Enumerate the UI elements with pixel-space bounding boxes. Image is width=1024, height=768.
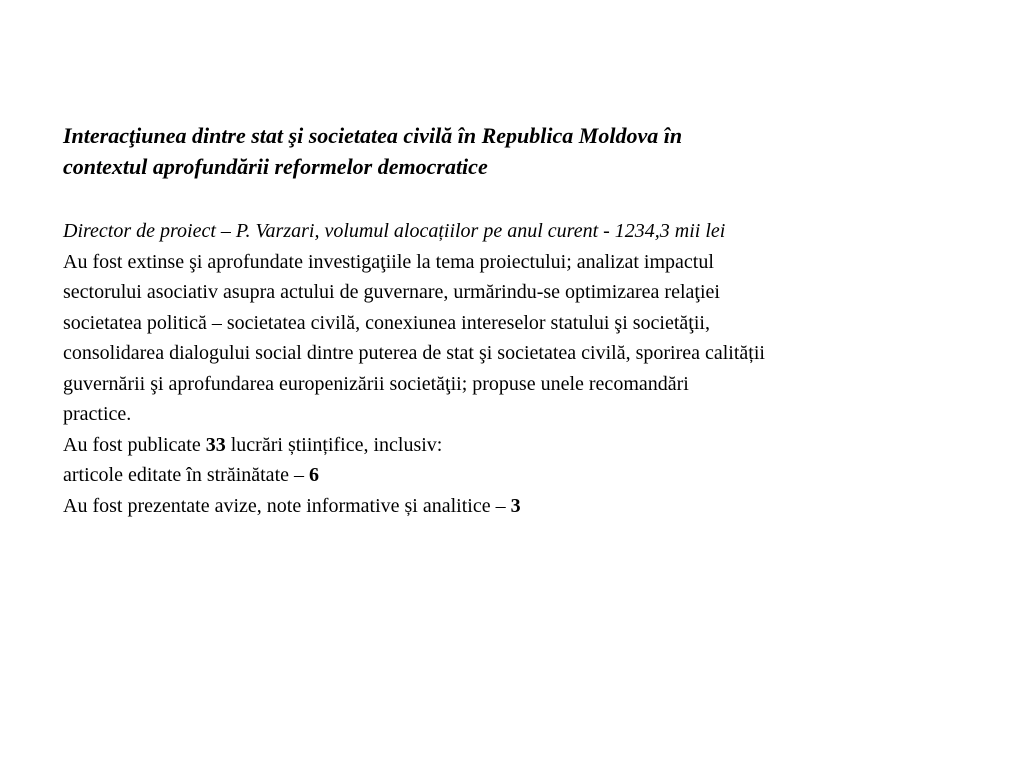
publications-suffix: lucrări științifice, inclusiv: — [225, 433, 443, 456]
description-line: societatea politică – societatea civilă, conexiunea intereselor statului şi societăţii, — [63, 311, 710, 334]
articles-abroad-line — [63, 460, 993, 491]
slide-body — [63, 216, 993, 521]
publications-count: 33 — [205, 433, 226, 456]
slide-title — [63, 120, 993, 182]
description-line: guvernării şi aprofundarea europenizării societăţii; propuse unele recomandări — [63, 372, 689, 395]
publications-line — [63, 430, 993, 461]
publications-prefix: Au fost publicate — [63, 433, 206, 456]
description-line: Au fost extinse şi aprofundate investigaţiile la tema proiectului; analizat impactul — [63, 250, 714, 273]
opinions-line — [63, 491, 993, 522]
title-line-2: contextul aprofundării reformelor democratice — [63, 154, 488, 179]
title-line-1: Interacţiunea dintre stat şi societatea civilă în Republica Moldova în — [63, 123, 683, 148]
description-line: sectorului asociativ asupra actului de guvernare, urmărindu-se optimizarea relaţiei — [63, 281, 720, 303]
director-line: Director de proiect – P. Varzari, volumul alocațiilor pe anul curent - 1234,3 mii lei — [63, 220, 726, 242]
articles-abroad-count: 6 — [309, 464, 319, 486]
opinions-count: 3 — [510, 494, 521, 517]
opinions-prefix: Au fost prezentate avize, note informative și analitice – — [63, 494, 511, 517]
description-line: practice. — [63, 403, 132, 425]
slide-content — [63, 120, 993, 521]
description-line: consolidarea dialogului social dintre puterea de stat şi societatea civilă, sporirea calității — [63, 342, 765, 364]
articles-abroad-prefix: articole editate în străinătate – — [63, 464, 309, 486]
